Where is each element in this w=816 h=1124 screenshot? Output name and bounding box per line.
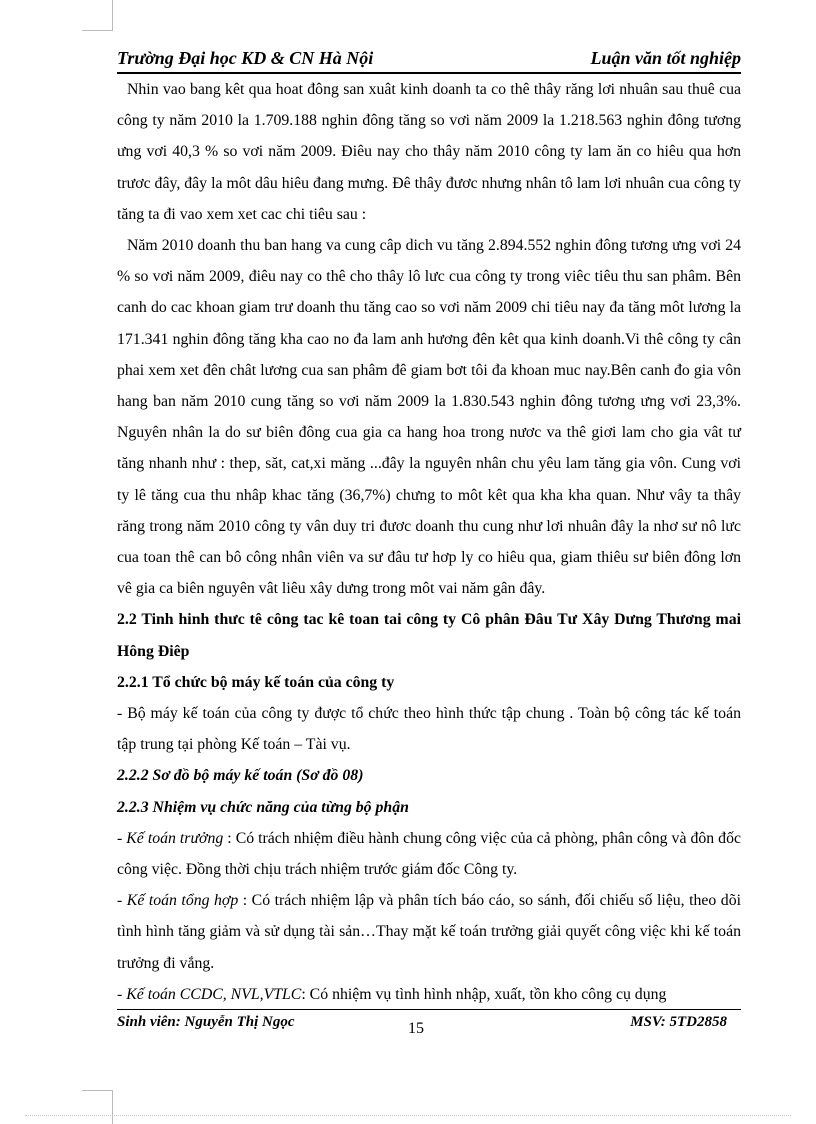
role-name: Kế toán CCDC, NVL,VTLC — [126, 985, 302, 1003]
footer-student: Sinh viên: Nguyễn Thị Ngọc — [117, 1014, 295, 1030]
crop-mark-top — [82, 0, 113, 31]
role-dash: - — [117, 892, 127, 910]
crop-mark-bottom — [82, 1090, 113, 1124]
paragraph-accounting-organization: - Bộ máy kế toán của công ty được tổ chức theo hình thức tập chung . Toàn bộ công tác kế toán tập trung tại phòng Kế toán – Tài vụ. — [117, 705, 741, 754]
footer-student-id: MSV: 5TD2858 — [630, 1014, 727, 1030]
role-item — [117, 885, 741, 979]
section-heading-2-2-2: 2.2.2 Sơ đồ bộ máy kế toán (Sơ đồ 08) — [117, 767, 364, 785]
page-body — [117, 74, 741, 1010]
role-description: : Có trách nhiệm lập và phân tích báo cáo, so sánh, đối chiếu số liệu, theo dõi tình hình tăng giảm và sử dụng tài sản…Thay mặt kế toán trưởng giải quyết công việc khi kế toán trưởng đi vắng. — [117, 892, 741, 972]
page-header — [117, 46, 741, 74]
role-dash: - — [117, 829, 127, 847]
paragraph-profit-analysis: Nhin vao bang kêt qua hoat đông san xuât kinh doanh ta co thê thây răng lơi nhuân sau thuê cua công ty năm 2010 la 1.709.188 nghin đông tăng so vơi năm 2009 la 1.218.563 nghin đông tương ưng vơi 40,3 % so vơi năm 2009. Điêu nay cho thây năm 2010 công ty lam ăn co hiêu qua hơn trươc đây, đây la môt dâu hiêu đang mưng. Đê thây đươc nhưng nhân tô lam lơi nhuân cua công ty tăng ta đi vao xem xet cac chi tiêu sau : — [117, 81, 741, 223]
header-doc-type: Luận văn tốt nghiệp — [590, 48, 741, 68]
role-description: : Có nhiệm vụ tình hình nhập, xuất, tồn kho công cụ dụng — [301, 985, 667, 1003]
page-footer — [117, 1009, 741, 1040]
role-name: Kế toán trưởng — [126, 829, 224, 847]
section-heading-2-2-3: 2.2.3 Nhiệm vụ chức năng của từng bộ phận — [117, 798, 409, 816]
role-item — [117, 823, 741, 885]
role-dash: - — [117, 985, 127, 1003]
page-bottom-divider — [25, 1115, 791, 1116]
role-item — [117, 979, 741, 1010]
header-school: Trường Đại học KD & CN Hà Nội — [117, 48, 374, 68]
paragraph-revenue-analysis: Năm 2010 doanh thu ban hang va cung câp dich vu tăng 2.894.552 nghin đông tương ưng vơi 24 % so vơi năm 2009, điêu nay co thê cho thây lô lưc cua công ty trong viêc tiêu thu san phâm. Bên canh do cac khoan giam trư doanh thu tăng cao so vơi năm 2009 chi tiêu nay đa tăng môt lương la 171.341 nghin đông tăng kha cao no đa lam anh hương đên kêt qua kinh doanh.Vi thê công ty cân phai xem xet đên chât lương cua san phâm đê giam bơt tôi đa khoan muc nay.Bên canh đo gia vôn hang ban năm 2010 cung tăng so vơi năm 2009 la 1.830.543 nghin đông tương ưng vơi 23,3%. Nguyên nhân la do sư biên đông cua gia ca hang hoa trong nươc va thê giơi lam cho gia vât tư tăng nhanh như : thep, săt, cat,xi măng ...đây la nguyên nhân chu yêu lam tăng gia vôn. Cung vơi ty lê tăng cua thu nhâp khac tăng (36,7%) chưng to môt kêt qua kha kha quan. Như vây ta thây răng trong năm 2010 công ty vân duy tri đươc doanh thu cung như lơi nhuân đây la nhơ sư nô lưc cua toan thê can bô công nhân viên va sư đâu tư hơp ly co hiêu qua, giam thiêu sư biên đông lơn vê gia ca biên nguyên vât liêu xây dưng trong môt vai năm gân đây. — [117, 237, 741, 598]
page-number: 15 — [408, 1020, 424, 1037]
role-name: Kế toán tổng hợp — [126, 892, 239, 910]
section-heading-2-2: 2.2 Tinh hinh thưc tê công tac kê toan tai công ty Cô phân Đâu Tư Xây Dưng Thương mai Hông Điêp — [117, 611, 741, 660]
role-description: : Có trách nhiệm điều hành chung công việc của cả phòng, phân công và đôn đốc công việc. Đồng thời chịu trách nhiệm trước giám đốc Công ty. — [117, 829, 741, 879]
section-heading-2-2-1: 2.2.1 Tổ chức bộ máy kế toán của công ty — [117, 673, 395, 691]
